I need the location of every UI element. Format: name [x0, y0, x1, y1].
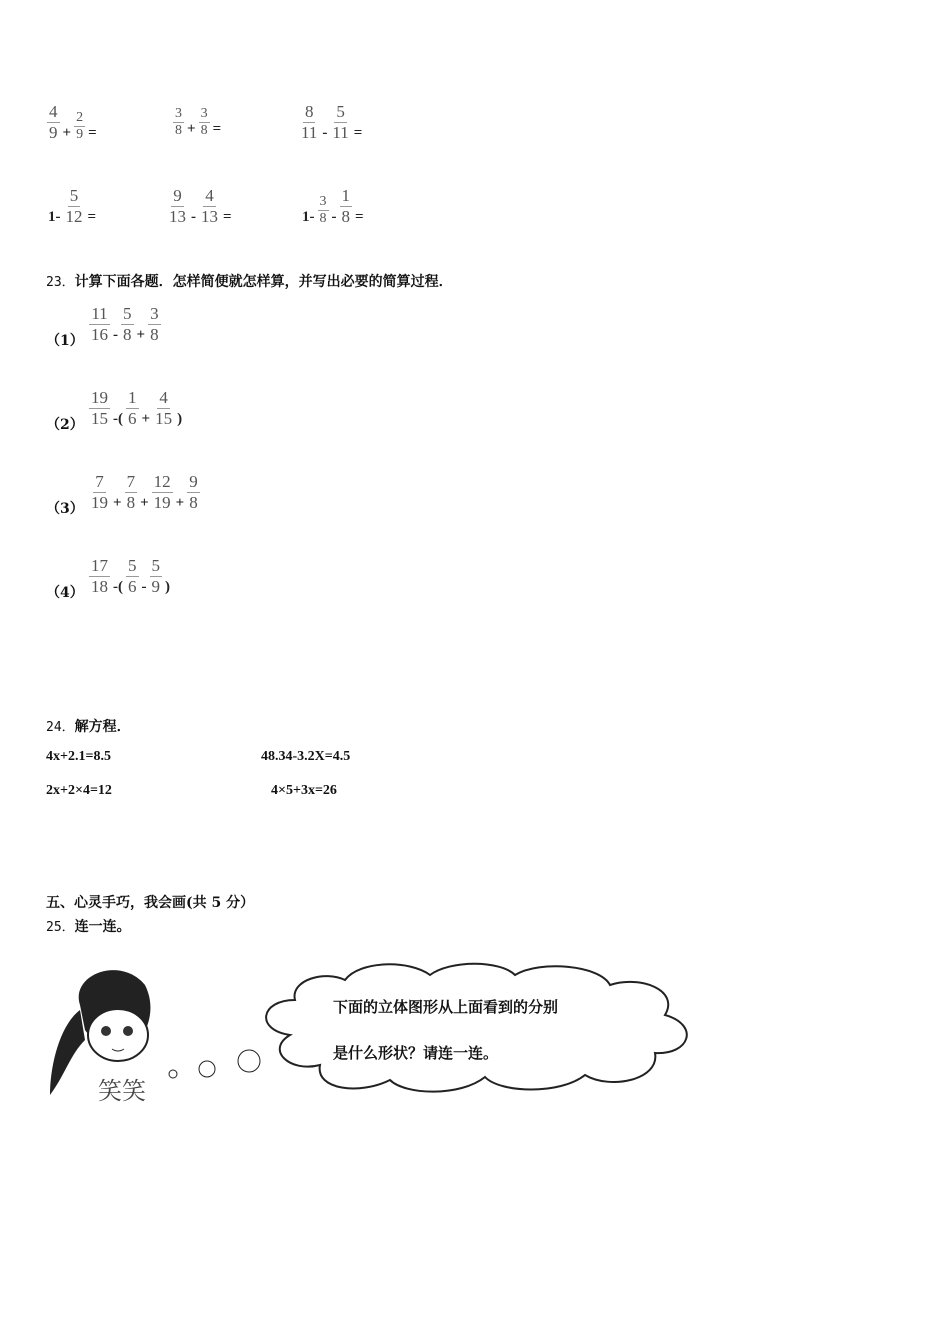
operator: +: [187, 121, 196, 137]
fraction: [89, 388, 110, 429]
denominator: 16: [91, 325, 108, 344]
denominator: 6: [128, 409, 137, 428]
numerator: 5: [123, 304, 132, 323]
denominator: 8: [319, 211, 327, 226]
fraction-expression: [172, 106, 223, 139]
bubble-line-2: 是什么形状？请连一连。: [333, 1044, 499, 1062]
denominator: 11: [332, 123, 349, 142]
operator: +: [136, 327, 146, 343]
item-label: （2）: [46, 417, 84, 433]
q23-number: 23．: [46, 275, 75, 290]
operator: =: [87, 209, 97, 225]
denominator: 13: [201, 207, 218, 226]
fraction-expression: [300, 186, 366, 227]
item-label: （3）: [46, 501, 84, 517]
denominator: 9: [76, 127, 84, 142]
operator: -: [331, 209, 337, 225]
girl-thinking-illustration: [40, 955, 700, 1115]
numerator: 5: [69, 186, 79, 205]
operator: -: [191, 209, 196, 225]
fraction-expression: [88, 556, 172, 597]
fraction: [89, 556, 110, 597]
operator: +: [62, 125, 72, 141]
item-label: （1）: [46, 333, 84, 349]
thought-dot-medium: [199, 1061, 215, 1077]
numerator: 2: [76, 110, 84, 125]
operator: ): [165, 579, 170, 595]
numerator: 7: [95, 472, 104, 491]
operator: ): [177, 411, 183, 427]
denominator: 18: [91, 577, 108, 596]
fraction: [299, 102, 319, 143]
section-5-title: 五、心灵手巧，我会画(共 5 分）: [46, 895, 255, 911]
operator: -: [322, 125, 328, 141]
q24-title: 解方程．: [74, 719, 131, 735]
q25-title: 连一连。: [74, 919, 131, 935]
operator: -(: [113, 411, 123, 427]
numerator: 1: [341, 186, 350, 205]
denominator: 8: [123, 325, 132, 344]
denominator: 8: [126, 493, 136, 512]
q24-number: 24．: [46, 720, 75, 735]
equation-3: 2x+2×4=12: [46, 783, 112, 798]
operator: 1-: [48, 209, 61, 225]
operator: -: [113, 327, 118, 343]
fraction: [47, 102, 60, 143]
fraction-expression: [46, 186, 98, 227]
denominator: 15: [155, 409, 173, 428]
fraction: [150, 556, 163, 597]
denominator: 8: [341, 207, 350, 226]
numerator: 19: [91, 388, 108, 407]
denominator: 8: [150, 325, 159, 344]
denominator: 12: [65, 207, 83, 226]
fraction: [173, 106, 184, 139]
fraction: [187, 472, 200, 513]
numerator: 5: [336, 102, 345, 121]
fraction-expression: [166, 186, 234, 227]
fraction: [167, 186, 188, 227]
thought-dot-large: [238, 1050, 260, 1072]
fraction: [318, 194, 329, 227]
operator: +: [175, 495, 185, 511]
fraction-expression: [88, 304, 162, 345]
operator: 1-: [302, 209, 315, 225]
fraction: [89, 472, 110, 513]
numerator: 4: [205, 186, 214, 205]
operator: -: [141, 579, 147, 595]
operator: =: [223, 209, 232, 225]
fraction: [153, 388, 174, 429]
q25-heading: [46, 916, 131, 936]
q23-title: 计算下面各题．怎样简便就怎样算，并写出必要的简算过程．: [74, 274, 453, 290]
fraction: [152, 472, 173, 513]
equation-1: 4x+2.1=8.5: [46, 749, 111, 764]
q24-heading: [46, 716, 131, 736]
fraction: [121, 304, 134, 345]
character-name: 笑笑: [98, 1077, 146, 1105]
q25-number: 25．: [46, 920, 75, 935]
item-label: （4）: [46, 585, 84, 601]
denominator: 11: [301, 123, 318, 142]
numerator: 4: [159, 388, 168, 407]
denominator: 8: [189, 493, 198, 512]
numerator: 12: [153, 472, 171, 491]
denominator: 19: [91, 493, 108, 512]
operator: +: [113, 495, 122, 511]
fraction-expression: [88, 472, 201, 513]
denominator: 13: [169, 207, 186, 226]
numerator: 9: [189, 472, 198, 491]
numerator: 17: [91, 556, 108, 575]
operator: =: [88, 125, 97, 141]
operator: =: [355, 209, 364, 225]
numerator: 1: [128, 388, 137, 407]
thought-dot-small: [169, 1070, 177, 1078]
operator: +: [140, 495, 149, 511]
equation-2: 48.34-3.2X=4.5: [261, 749, 351, 764]
fraction: [126, 388, 139, 429]
numerator: 5: [128, 556, 137, 575]
numerator: 5: [151, 556, 160, 575]
fraction: [89, 304, 110, 345]
denominator: 9: [49, 123, 58, 142]
fraction-expression: [298, 102, 364, 143]
operator: +: [141, 411, 151, 427]
numerator: 8: [304, 102, 314, 121]
numerator: 3: [200, 106, 208, 121]
fraction: [126, 556, 139, 597]
numerator: 11: [91, 304, 108, 323]
denominator: 8: [200, 123, 208, 138]
fraction-expression: [88, 388, 184, 429]
numerator: 9: [173, 186, 182, 205]
numerator: 3: [150, 304, 159, 323]
numerator: 7: [126, 472, 136, 491]
denominator: 8: [175, 123, 182, 138]
numerator: 3: [175, 106, 182, 121]
equation-4: 4×5+3x=26: [271, 783, 337, 798]
operator: =: [353, 125, 363, 141]
q23-heading: [46, 271, 453, 291]
fraction: [148, 304, 161, 345]
denominator: 15: [91, 409, 108, 428]
denominator: 9: [151, 577, 160, 596]
denominator: 19: [153, 493, 171, 512]
fraction: [125, 472, 138, 513]
bubble-line-1: 下面的立体图形从上面看到的分别: [333, 998, 559, 1016]
fraction: [330, 102, 350, 143]
denominator: 6: [128, 577, 137, 596]
operator: =: [212, 121, 222, 137]
operator: -(: [113, 579, 123, 595]
fraction: [340, 186, 353, 227]
fraction: [74, 110, 85, 143]
numerator: 3: [319, 194, 327, 209]
thought-cloud: [266, 964, 687, 1092]
fraction: [64, 186, 85, 227]
fraction: [199, 106, 210, 139]
fraction-expression: [46, 102, 99, 143]
fraction: [199, 186, 220, 227]
numerator: 4: [49, 102, 58, 121]
